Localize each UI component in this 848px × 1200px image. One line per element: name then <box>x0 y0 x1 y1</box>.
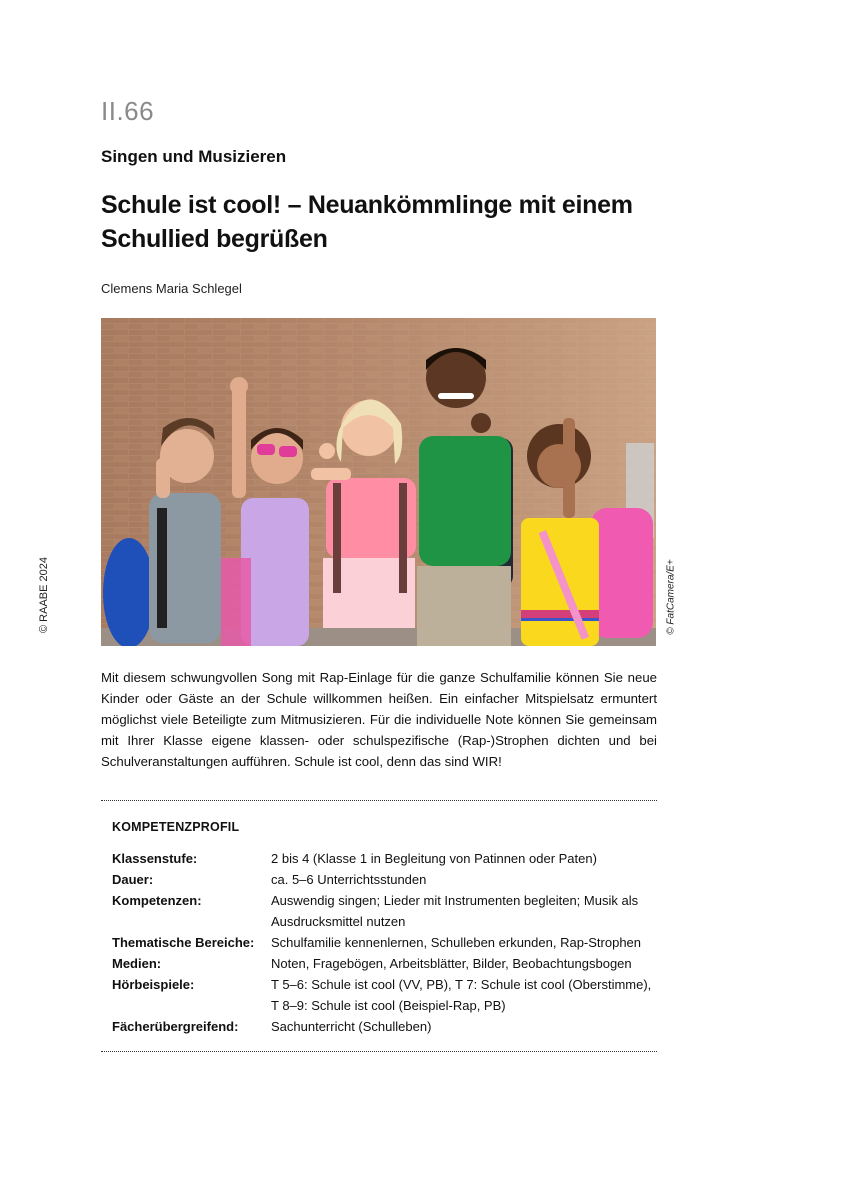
profile-value: Schulfamilie kennenlernen, Schulleben erkunden, Rap-Strophen <box>271 935 642 950</box>
divider-bottom <box>101 1051 657 1052</box>
profile-value: Noten, Fragebögen, Arbeitsblätter, Bilder, Beobachtungsbogen <box>271 956 632 971</box>
photo-children-thumbs-up <box>101 318 656 646</box>
intro-paragraph: Mit diesem schwungvollen Song mit Rap-Einlage für die ganze Schulfamilie können Sie neue Kinder oder Gäste an der Schule willkommen heißen. Ein einfacher Mitspielsatz ermuntert möglichst viele Beteiligte zum Mitmusizieren. Für die individuelle Note können Sie gemeinsam mit Ihrer Klasse eigene klassen- oder schulspezifische (Rap-)Strophen dichten und bei Schulveranstaltungen aufführen. Schule ist cool, denn das sind WIR! <box>101 670 657 769</box>
category-heading: Singen und Musizieren <box>101 147 287 166</box>
publisher-copyright: © RAABE 2024 <box>38 557 50 633</box>
profile-row-dauer <box>112 869 652 890</box>
profile-label: Medien: <box>112 956 162 971</box>
profile-value: T 5–6: Schule ist cool (VV, PB), T 7: Schule ist cool (Oberstimme), T 8–9: Schule ist cool (Beispiel-Rap, PB) <box>271 977 652 1013</box>
profile-label: Fächerübergreifend: <box>112 1019 239 1034</box>
profile-label: Hörbeispiele: <box>112 977 195 992</box>
profile-label: Dauer: <box>112 872 154 887</box>
profile-row-medien <box>112 953 652 974</box>
profile-row-kompetenzen <box>112 890 652 932</box>
competence-profile <box>112 848 652 1037</box>
profile-value: ca. 5–6 Unterrichtsstunden <box>271 872 427 887</box>
profile-row-hoerbeispiele <box>112 974 652 1016</box>
profile-heading: KOMPETENZPROFIL <box>112 820 240 834</box>
profile-row-thematische-bereiche <box>112 932 652 953</box>
profile-row-faecheruebergreifend <box>112 1016 652 1037</box>
profile-value: Sachunterricht (Schulleben) <box>271 1019 432 1034</box>
photo-credit: © FatCamera/E+ <box>665 559 677 635</box>
section-code: II.66 <box>101 96 155 126</box>
profile-value: Auswendig singen; Lieder mit Instrumenten begleiten; Musik als Ausdrucksmittel nutzen <box>271 893 639 929</box>
page-title: Schule ist cool! – Neuankömmlinge mit einem Schullied begrüßen <box>101 191 633 253</box>
author: Clemens Maria Schlegel <box>101 281 242 296</box>
profile-row-klassenstufe <box>112 848 652 869</box>
profile-label: Thematische Bereiche: <box>112 935 255 950</box>
profile-value: 2 bis 4 (Klasse 1 in Begleitung von Patinnen oder Paten) <box>271 851 597 866</box>
profile-label: Kompetenzen: <box>112 893 202 908</box>
profile-label: Klassenstufe: <box>112 851 198 866</box>
divider-top <box>101 800 657 801</box>
